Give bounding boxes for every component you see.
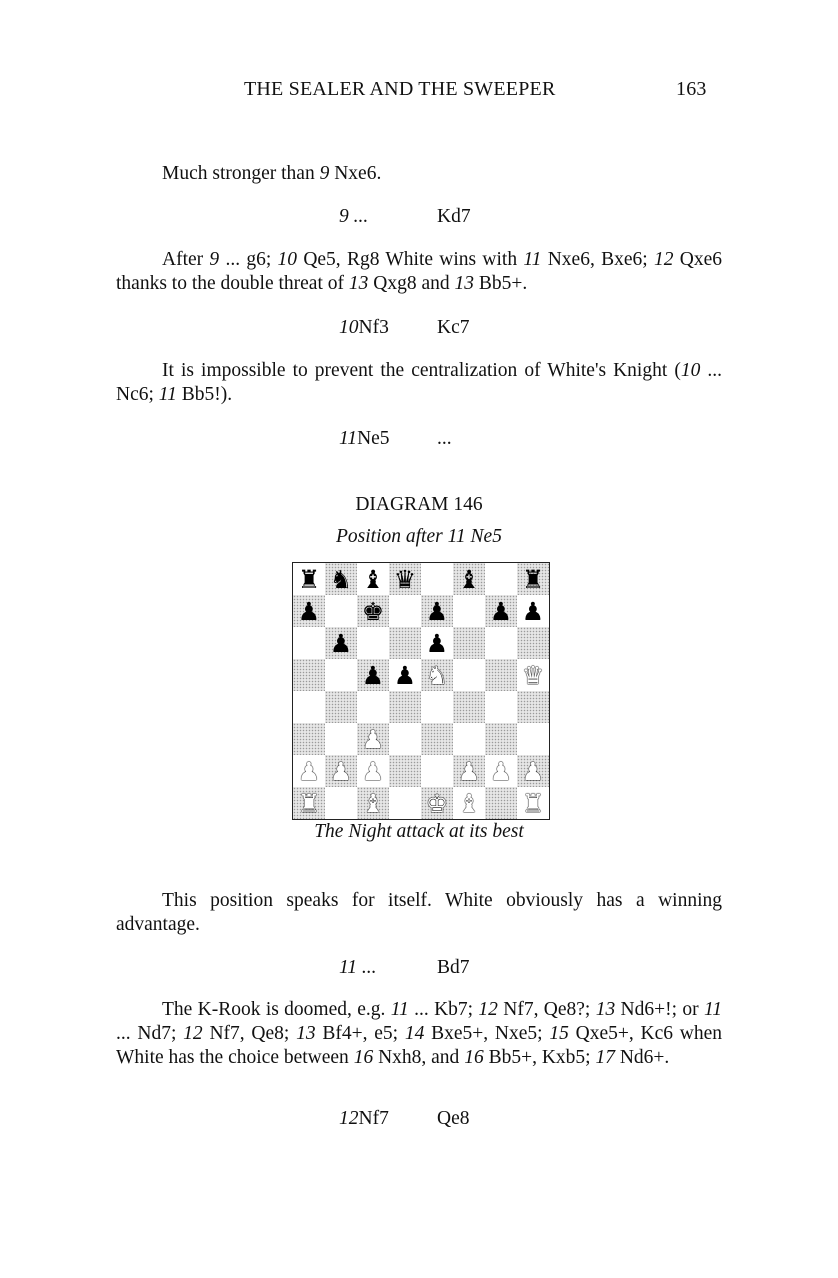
black-rook-icon: ♜ xyxy=(521,564,545,594)
square-h3 xyxy=(517,723,549,755)
black-pawn-icon: ♟ xyxy=(489,596,513,626)
square-f7 xyxy=(453,595,485,627)
square-a1 xyxy=(293,787,325,819)
square-d3 xyxy=(389,723,421,755)
square-d2 xyxy=(389,755,421,787)
square-c8 xyxy=(357,563,389,595)
paragraph-5: The K-Rook is doomed, e.g. 11 ... Kb7; 12 Nf7, Qe8?; 13 Nd6+!; or 11 ... Nd7; 12 Nf7, Qe8; 13 Bf4+, e5; 14 Bxe5+, Nxe5; 15 Qxe5+, Kc6 when White has the choice between 16 Nxh8, and 16 Bb5+, Kxb5; 17 Nd6+. xyxy=(116,999,723,1068)
square-b7 xyxy=(325,595,357,627)
square-f8 xyxy=(453,563,485,595)
square-g6 xyxy=(485,627,517,659)
square-f4 xyxy=(453,691,485,723)
move-text: Qe8 xyxy=(437,1108,470,1129)
white-pawn-icon: ♟ xyxy=(489,756,513,786)
black-pawn-icon: ♟ xyxy=(521,596,545,626)
move-number: 12 xyxy=(339,1108,359,1129)
square-d8 xyxy=(389,563,421,595)
square-e3 xyxy=(421,723,453,755)
white-bishop-icon: ♝ xyxy=(457,788,481,818)
square-g1 xyxy=(485,787,517,819)
square-c4 xyxy=(357,691,389,723)
square-c3 xyxy=(357,723,389,755)
square-d6 xyxy=(389,627,421,659)
black-pawn-icon: ♟ xyxy=(393,660,417,690)
white-pawn-icon: ♟ xyxy=(329,756,353,786)
square-h7 xyxy=(517,595,549,627)
move-number: 11 xyxy=(339,428,358,449)
square-d1 xyxy=(389,787,421,819)
move-line-11 xyxy=(0,428,838,454)
square-a4 xyxy=(293,691,325,723)
move-number: 11 ... xyxy=(339,957,377,978)
square-f2 xyxy=(453,755,485,787)
square-e8 xyxy=(421,563,453,595)
white-rook-icon: ♜ xyxy=(521,788,545,818)
move-line-11b xyxy=(0,957,838,983)
square-d7 xyxy=(389,595,421,627)
text: Nxe6. xyxy=(329,163,382,184)
white-knight-icon: ♞ xyxy=(425,660,449,690)
black-pawn-icon: ♟ xyxy=(297,596,321,626)
move-number: 10 xyxy=(339,317,359,338)
square-e1 xyxy=(421,787,453,819)
square-f5 xyxy=(453,659,485,691)
square-h2 xyxy=(517,755,549,787)
square-g2 xyxy=(485,755,517,787)
square-c6 xyxy=(357,627,389,659)
square-c1 xyxy=(357,787,389,819)
page-number: 163 xyxy=(676,78,707,100)
running-title: THE SEALER AND THE SWEEPER xyxy=(244,78,556,100)
black-king-icon: ♚ xyxy=(361,596,385,626)
square-b2 xyxy=(325,755,357,787)
diagram-label: DIAGRAM 146 xyxy=(355,494,483,515)
black-pawn-icon: ♟ xyxy=(329,628,353,658)
black-knight-icon: ♞ xyxy=(329,564,353,594)
square-b8 xyxy=(325,563,357,595)
square-e7 xyxy=(421,595,453,627)
square-e2 xyxy=(421,755,453,787)
black-bishop-icon: ♝ xyxy=(457,564,481,594)
square-a7 xyxy=(293,595,325,627)
black-pawn-icon: ♟ xyxy=(425,628,449,658)
move-text: Kc7 xyxy=(437,317,470,338)
square-b1 xyxy=(325,787,357,819)
move-san: Nf7 xyxy=(358,1108,389,1129)
square-d5 xyxy=(389,659,421,691)
white-pawn-icon: ♟ xyxy=(457,756,481,786)
square-c7 xyxy=(357,595,389,627)
square-a5 xyxy=(293,659,325,691)
square-f1 xyxy=(453,787,485,819)
square-c5 xyxy=(357,659,389,691)
square-h5 xyxy=(517,659,549,691)
black-queen-icon: ♛ xyxy=(393,564,417,594)
white-queen-icon: ♛ xyxy=(521,660,545,690)
square-h8 xyxy=(517,563,549,595)
square-b4 xyxy=(325,691,357,723)
move-number: 9 xyxy=(319,163,330,184)
square-a2 xyxy=(293,755,325,787)
square-g8 xyxy=(485,563,517,595)
square-h1 xyxy=(517,787,549,819)
square-e5 xyxy=(421,659,453,691)
square-b5 xyxy=(325,659,357,691)
square-g5 xyxy=(485,659,517,691)
square-g7 xyxy=(485,595,517,627)
white-pawn-icon: ♟ xyxy=(297,756,321,786)
black-pawn-icon: ♟ xyxy=(361,660,385,690)
black-rook-icon: ♜ xyxy=(297,564,321,594)
move-line-10 xyxy=(0,317,838,343)
square-f3 xyxy=(453,723,485,755)
square-d4 xyxy=(389,691,421,723)
paragraph-4: This position speaks for itself. White obviously has a winning advantage. xyxy=(116,890,722,935)
square-g4 xyxy=(485,691,517,723)
white-bishop-icon: ♝ xyxy=(361,788,385,818)
diagram-caption: Position after 11 Ne5 xyxy=(336,526,502,547)
square-e4 xyxy=(421,691,453,723)
square-c2 xyxy=(357,755,389,787)
move-san: Ne5 xyxy=(357,428,390,449)
square-b3 xyxy=(325,723,357,755)
square-g3 xyxy=(485,723,517,755)
square-a6 xyxy=(293,627,325,659)
white-king-icon: ♚ xyxy=(425,788,449,818)
square-a3 xyxy=(293,723,325,755)
move-text: ... xyxy=(437,428,452,449)
square-f6 xyxy=(453,627,485,659)
move-line-9 xyxy=(0,206,838,232)
white-pawn-icon: ♟ xyxy=(521,756,545,786)
white-pawn-icon: ♟ xyxy=(361,756,385,786)
white-rook-icon: ♜ xyxy=(297,788,321,818)
diagram-subcaption: The Night attack at its best xyxy=(314,821,524,842)
move-number: 9 ... xyxy=(339,206,369,227)
chess-board xyxy=(292,562,550,820)
move-text: Bd7 xyxy=(437,957,470,978)
square-e6 xyxy=(421,627,453,659)
paragraph-2: After 9 ... g6; 10 Qe5, Rg8 White wins with 11 Nxe6, Bxe6; 12 Qxe6 thanks to the double threat of 13 Qxg8 and 13 Bb5+. xyxy=(116,249,722,294)
square-h4 xyxy=(517,691,549,723)
square-a8 xyxy=(293,563,325,595)
paragraph-1 xyxy=(162,162,381,186)
square-b6 xyxy=(325,627,357,659)
white-pawn-icon: ♟ xyxy=(361,724,385,754)
move-line-12 xyxy=(0,1108,838,1134)
move-san: Nf3 xyxy=(358,317,389,338)
text: Much stronger than xyxy=(162,163,320,184)
square-h6 xyxy=(517,627,549,659)
black-bishop-icon: ♝ xyxy=(361,564,385,594)
paragraph-3: It is impossible to prevent the centralization of White's Knight (10 ... Nc6; 11 Bb5!). xyxy=(116,360,723,405)
black-pawn-icon: ♟ xyxy=(425,596,449,626)
move-text: Kd7 xyxy=(437,206,471,227)
